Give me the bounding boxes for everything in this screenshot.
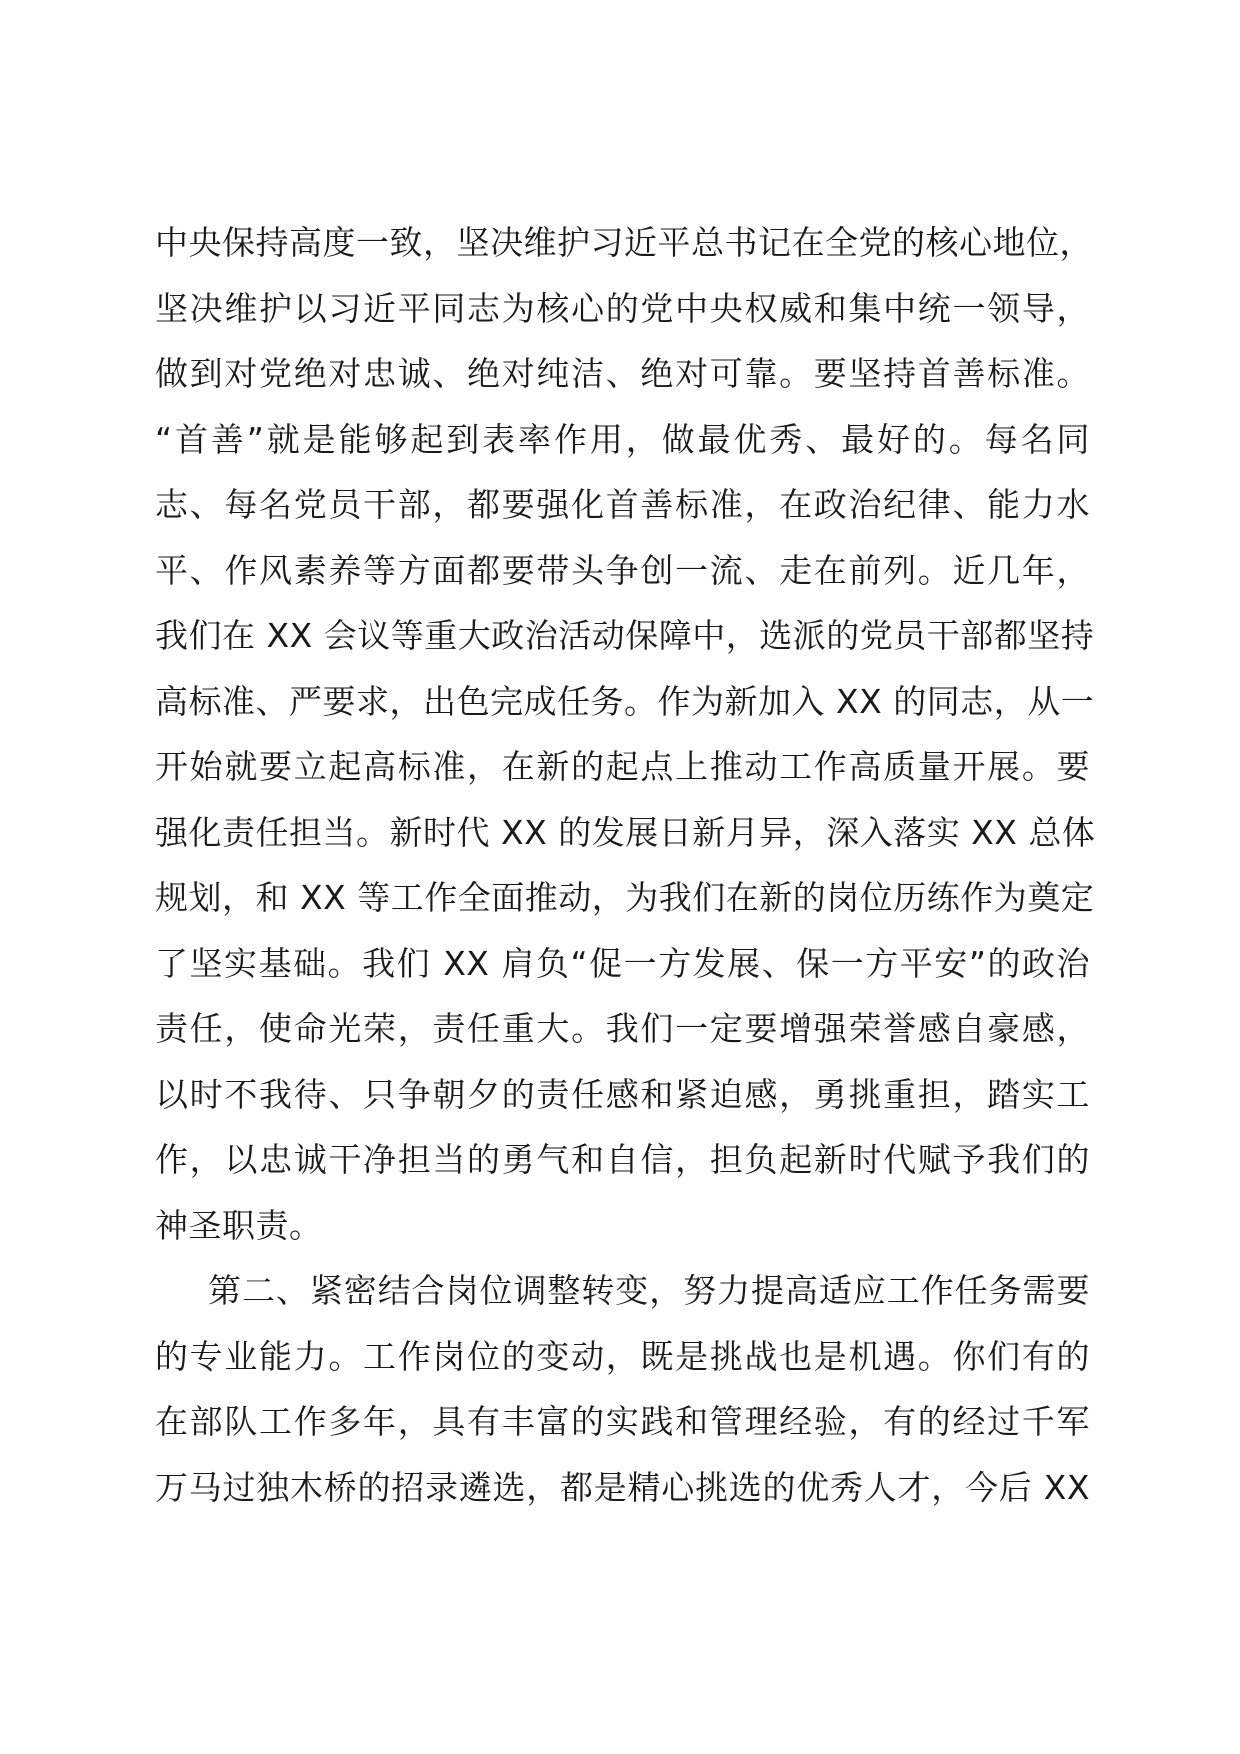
text-line: “首善”就是能够起到表率作用，做最优秀、最好的。每名同: [155, 419, 1090, 459]
text-line: 责任，使命光荣，责任重大。我们一定要增强荣誉感自豪感，: [155, 1009, 1090, 1048]
text-line: 志、每名党员干部，都要强化首善标准，在政治纪律、能力水: [155, 485, 1090, 524]
text-line: 中央保持高度一致，坚决维护习近平总书记在全党的核心地位，: [155, 223, 1093, 262]
text-line: 高标准、严要求，出色完成任务。作为新加入 XX 的同志，从一: [155, 681, 1095, 721]
text-line: 第二、紧密结合岗位调整转变，努力提高适应工作任务需要: [208, 1271, 1090, 1310]
body-text: [155, 210, 1096, 1520]
text-line: 强化责任担当。新时代 XX 的发展日新月异，深入落实 XX 总体: [155, 812, 1096, 852]
text-line: 以时不我待、只争朝夕的责任感和紧迫感，勇挑重担，踏实工: [155, 1074, 1090, 1114]
text-line: 规划，和 XX 等工作全面推动，为我们在新的岗位历练作为奠定: [155, 878, 1095, 917]
text-line: 万马过独木桥的招录遴选，都是精心挑选的优秀人才，今后 XX: [155, 1467, 1090, 1507]
text-line: 神圣职责。: [155, 1205, 323, 1245]
text-line: 平、作风素养等方面都要带头争创一流、走在前列。近几年，: [155, 550, 1090, 590]
text-line: 作，以忠诚干净担当的勇气和自信，担负起新时代赋予我们的: [155, 1140, 1090, 1179]
text-line: 坚决维护以习近平同志为核心的党中央权威和集中统一领导，: [155, 288, 1090, 328]
text-line: 的专业能力。工作岗位的变动，既是挑战也是机遇。你们有的: [155, 1336, 1090, 1376]
text-line: 做到对党绝对忠诚、绝对纯洁、绝对可靠。要坚持首善标准。: [155, 354, 1090, 393]
text-line: 在部队工作多年，具有丰富的实践和管理经验，有的经过千军: [155, 1402, 1090, 1441]
text-line: 开始就要立起高标准，在新的起点上推动工作高质量开展。要: [155, 747, 1090, 786]
text-line: 了坚实基础。我们 XX 肩负“促一方发展、保一方平安”的政治: [155, 943, 1090, 983]
text-line: 我们在 XX 会议等重大政治活动保障中，选派的党员干部都坚持: [155, 616, 1095, 655]
